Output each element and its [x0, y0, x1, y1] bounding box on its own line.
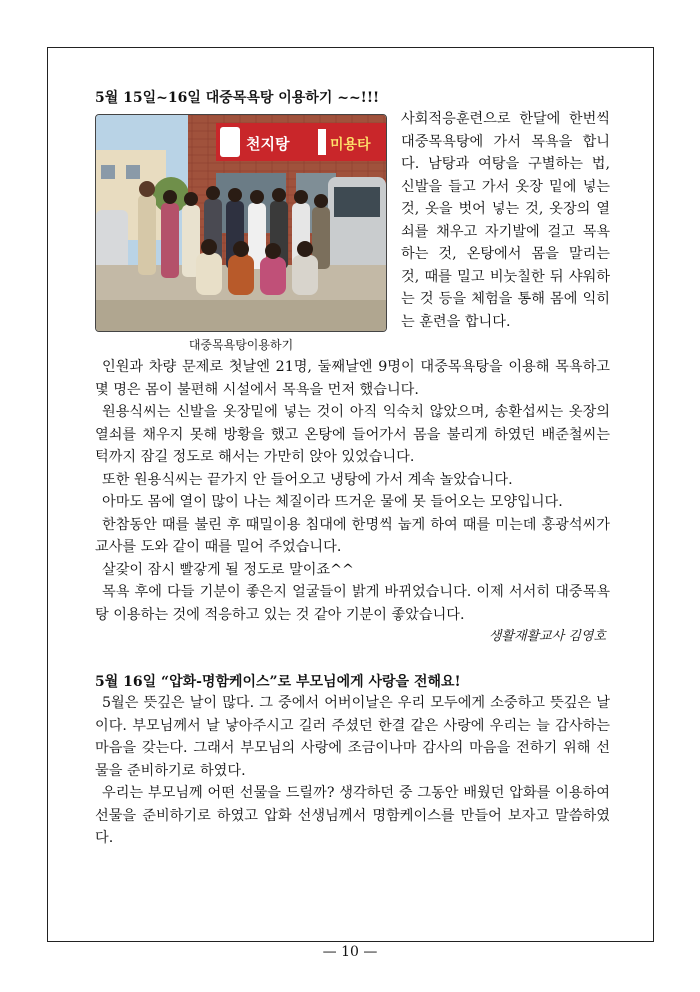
- photo-block: [95, 114, 387, 354]
- group-photo-illustration: [96, 115, 386, 331]
- group-photo: [95, 114, 387, 332]
- section1-paragraph: 한참동안 때를 불린 후 때밀이용 침대에 한명씩 눕게 하여 때를 미는데 홍광석씨가 교사를 도와 같이 때를 밀어 주었습니다.: [95, 516, 610, 555]
- section2-paragraph: 우리는 부모님께 어떤 선물을 드릴까? 생각하던 중 그동안 배웠던 압화를 이용하여 선물을 준비하기로 하였고 압화 선생님께서 명함케이스를 만들어 보자고 말씀하였다.: [95, 785, 610, 846]
- author-signature: 생활재활교사 김영호: [488, 629, 606, 644]
- photo-caption: 대중목욕탕이용하기: [188, 338, 294, 352]
- section2-paragraph: 5월은 뜻깊은 날이 많다. 그 중에서 어버이날은 우리 모두에게 소중하고 뜻깊은 날이다. 부모님께서 날 낳아주시고 길러 주셨던 한결 같은 사랑에 우리는 늘 감사하는 마음을 갖는다. 그래서 부모님의 사랑에 조금이나마 감사의 마음을 전하기 위해 선물을 준비하기로 하였다.: [95, 695, 610, 779]
- section1-paragraph: 또한 원용식씨는 끝가지 안 들어오고 냉탕에 가서 계속 놀았습니다.: [102, 471, 513, 488]
- section1-paragraph: 원용식씨는 신발을 옷장밑에 넣는 것이 아직 익숙치 않았으며, 송환섭씨는 옷장의 열쇠를 채우지 못해 방황을 했고 온탕에 들어가서 몸을 불리게 하였던 배준철씨는 턱까지 잠길 정도로 해서는 가만히 앉아 있었습니다.: [95, 404, 610, 465]
- sign-right-text: 미용타: [330, 137, 371, 153]
- page-content: [95, 88, 610, 850]
- section1-paragraph: 목욕 후에 다들 기분이 좋은지 얼굴들이 밝게 바뀌었습니다. 이제 서서히 대중목욕탕 이용하는 것에 적응하고 있는 것 같아 기분이 좋았습니다.: [95, 584, 610, 623]
- section1-intro-text: 사회적응훈련으로 한달에 한번씩 대중목욕탕에 가서 목욕을 합니다. 남탕과 여탕을 구별하는 법, 신발을 들고 가서 옷장 밑에 넣는 것, 옷을 벗어 넣는 것, 옷장의 열쇠를 채우고 자기발에 걸고 목욕하는 것, 온탕에서 몸을 말리는 것, 때를 밀고 비눗칠한 뒤 샤워하는 것 등을 체험을 통해 몸에 익히는 훈련을 합니다.: [401, 111, 610, 330]
- section2-heading: 5월 16일 “압화-명함케이스”로 부모님에게 사랑을 전해요!: [95, 674, 461, 690]
- section1-paragraph: 살갗이 잠시 빨갛게 될 정도로 말이죠^^: [102, 561, 354, 578]
- page-number: — 10 —: [322, 944, 378, 960]
- section-gap: [95, 648, 610, 672]
- section1-paragraph: 아마도 몸에 열이 많이 나는 체질이라 뜨거운 물에 못 들어오는 모양입니다.: [102, 494, 563, 510]
- section1-heading: 5월 15일~16일 대중목욕탕 이용하기 ~~!!!: [95, 90, 380, 106]
- sign-left-text: 천지탕: [246, 135, 290, 153]
- section1-paragraph: 인원과 차량 문제로 첫날엔 21명, 둘째날엔 9명이 대중목욕탕을 이용해 목욕하고 몇 명은 몸이 불편해 시설에서 목욕을 먼저 했습니다.: [95, 359, 610, 398]
